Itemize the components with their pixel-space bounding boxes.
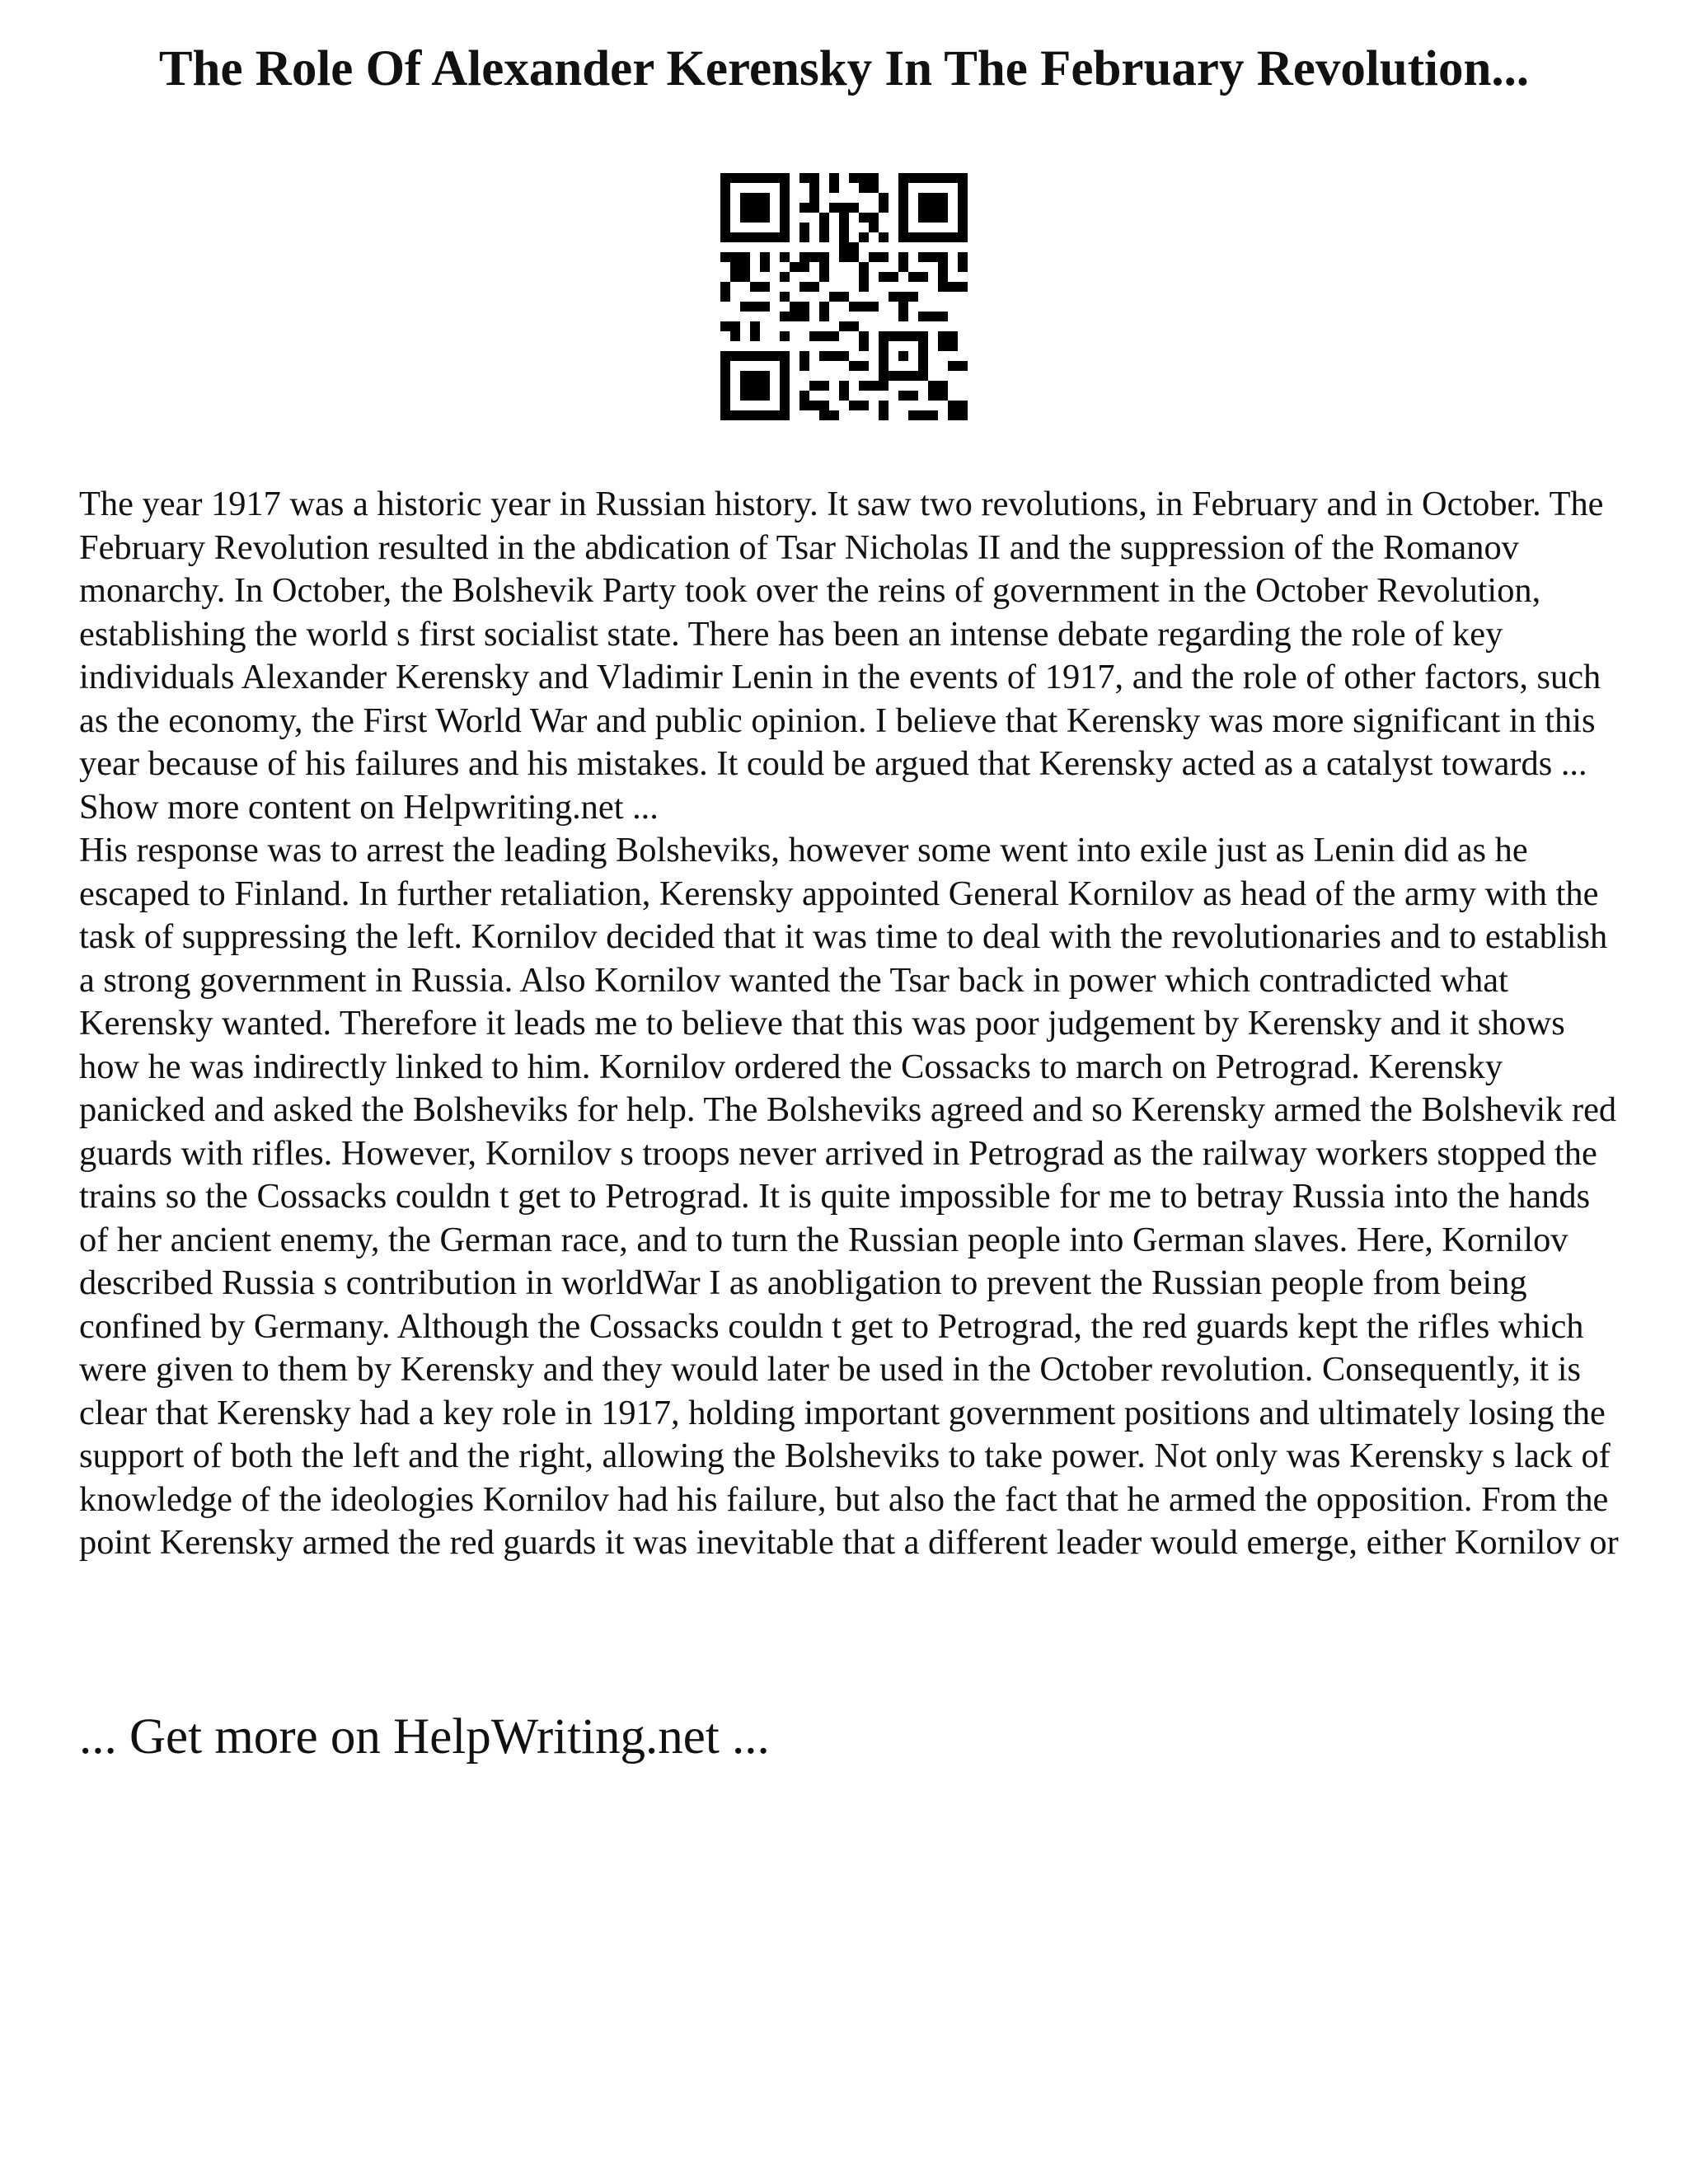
- document-title: The Role Of Alexander Kerensky In The February Revolution...: [158, 41, 1530, 96]
- qr-code-icon: [720, 173, 968, 420]
- get-more-link[interactable]: ... Get more on HelpWriting.net ...: [79, 1709, 770, 1765]
- paragraph-intro: The year 1917 was a historic year in Russian history. It saw two revolutions, in February and in October. The February Revolution resulted in the abdication of Tsar Nicholas II and the suppression of the Romanov monarchy. In October, the Bolshevik Party took over the reins of government in the October Revolution, establishing the world s first socialist state. There has been an intense debate regarding the role of key individuals Alexander Kerensky and Vladimir Lenin in the events of 1917, and the role of other factors, such as the economy, the First World War and public opinion. I believe that Kerensky was more significant in this year because of his failures and his mistakes. It could be argued that Kerensky acted as a catalyst towards ... Show more content on Helpwriting.net ...: [79, 485, 1604, 827]
- paragraph-kornilov: His response was to arrest the leading Bolsheviks, however some went into exile just as Lenin did as he escaped to Finland. In further retaliation, Kerensky appointed General Kornilov as head of the army with the task of suppressing the left. Kornilov decided that it was time to deal with the revolutionaries and to establish a strong government in Russia. Also Kornilov wanted the Tsar back in power which contradicted what Kerensky wanted. Therefore it leads me to believe that this was poor judgement by Kerensky and it shows how he was indirectly linked to him. Kornilov ordered the Cossacks to march on Petrograd. Kerensky panicked and asked the Bolsheviks for help. The Bolsheviks agreed and so Kerensky armed the Bolshevik red guards with rifles. However, Kornilov s troops never arrived in Petrograd as the railway workers stopped the trains so the Cossacks couldn t get to Petrograd. It is quite impossible for me to betray Russia into the hands of her ancient enemy, the German race, and to turn the Russian people into German slaves. Here, Kornilov described Russia s contribution in worldWar I as anobligation to prevent the Russian people from being confined by Germany. Although the Cossacks couldn t get to Petrograd, the red guards kept the rifles which were given to them by Kerensky and they would later be used in the October revolution. Consequently, it is clear that Kerensky had a key role in 1917, holding important government positions and ultimately losing the support of both the left and the right, allowing the Bolsheviks to take power. Not only was Kerensky s lack of knowledge of the ideologies Kornilov had his failure, but also the fact that he armed the opposition. From the point Kerensky armed the red guards it was inevitable that a different leader would emerge, either Kornilov or: [79, 831, 1619, 1562]
- article-body: [79, 483, 1620, 1565]
